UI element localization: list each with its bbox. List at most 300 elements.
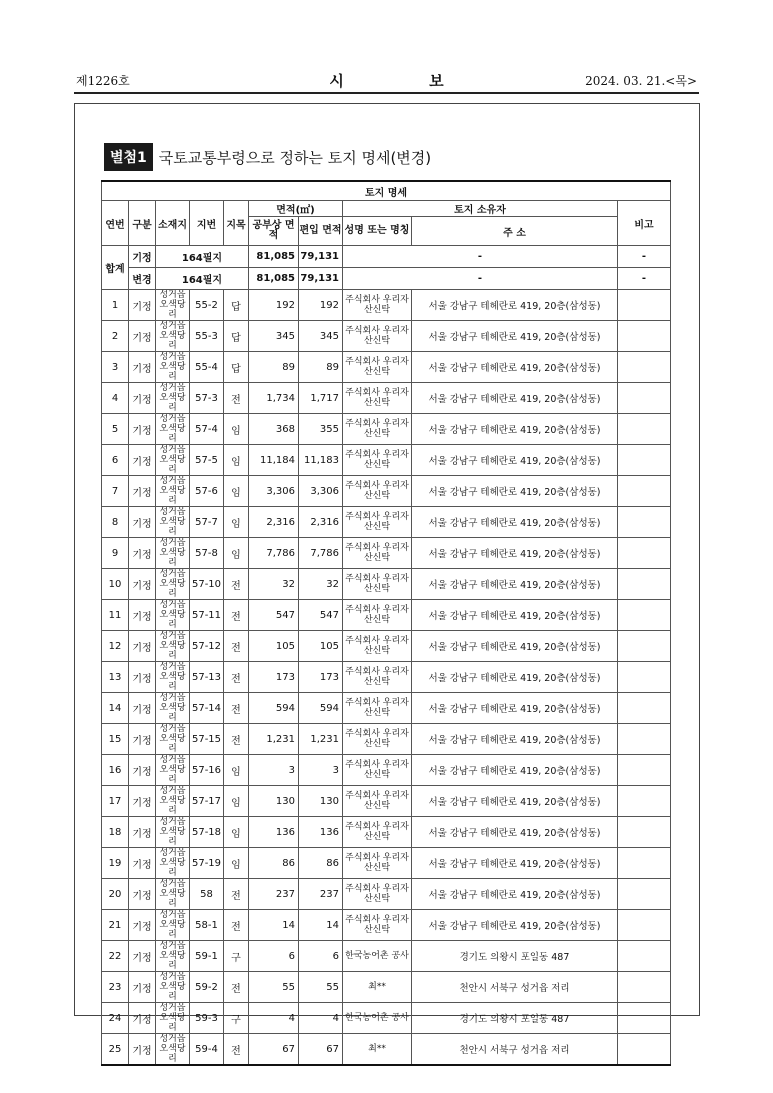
cell-note xyxy=(618,631,671,662)
cell-area-included: 6 xyxy=(299,941,343,972)
cell-type: 기정 xyxy=(129,879,156,910)
cell-owner-address: 서울 강남구 테헤란로 419, 20층(삼성동) xyxy=(412,910,618,941)
cell-owner-name: 주식회사 우리자산신탁 xyxy=(343,600,412,631)
cell-no: 20 xyxy=(102,879,129,910)
table-row xyxy=(102,1034,671,1066)
cell-no: 8 xyxy=(102,507,129,538)
summary-label: 합계 xyxy=(102,246,129,290)
table-row xyxy=(102,662,671,693)
cell-category: 전 xyxy=(224,693,249,724)
cell-note xyxy=(618,600,671,631)
cell-area-public: 368 xyxy=(249,414,299,445)
cell-category: 답 xyxy=(224,352,249,383)
cell-type: 기정 xyxy=(129,724,156,755)
header-divider xyxy=(74,92,699,94)
cell-area-included: 32 xyxy=(299,569,343,600)
cell-type: 기정 xyxy=(129,848,156,879)
summary-owner: - xyxy=(343,268,618,290)
cell-area-public: 3 xyxy=(249,755,299,786)
cell-owner-address: 서울 강남구 테헤란로 419, 20층(삼성동) xyxy=(412,414,618,445)
cell-location: 성거읍 오색당리 xyxy=(156,786,190,817)
cell-location: 성거읍 오색당리 xyxy=(156,848,190,879)
cell-type: 기정 xyxy=(129,662,156,693)
land-table xyxy=(101,180,671,1066)
cell-category: 임 xyxy=(224,538,249,569)
issue-number: 제1226호 xyxy=(76,74,130,88)
cell-no: 1 xyxy=(102,290,129,321)
cell-area-public: 345 xyxy=(249,321,299,352)
cell-no: 7 xyxy=(102,476,129,507)
cell-type: 기정 xyxy=(129,817,156,848)
cell-area-included: 105 xyxy=(299,631,343,662)
cell-location: 성거읍 오색당리 xyxy=(156,414,190,445)
cell-location: 성거읍 오색당리 xyxy=(156,352,190,383)
cell-type: 기정 xyxy=(129,910,156,941)
cell-owner-name: 주식회사 우리자산신탁 xyxy=(343,817,412,848)
cell-area-included: 1,231 xyxy=(299,724,343,755)
summary-type: 기정 xyxy=(129,246,156,268)
cell-owner-address: 서울 강남구 테헤란로 419, 20층(삼성동) xyxy=(412,693,618,724)
cell-owner-name: 주식회사 우리자산신탁 xyxy=(343,662,412,693)
cell-lot: 57-15 xyxy=(190,724,224,755)
cell-category: 임 xyxy=(224,507,249,538)
cell-note xyxy=(618,1003,671,1034)
cell-lot: 57-4 xyxy=(190,414,224,445)
cell-lot: 58-1 xyxy=(190,910,224,941)
cell-owner-address: 서울 강남구 테헤란로 419, 20층(삼성동) xyxy=(412,724,618,755)
cell-owner-name: 주식회사 우리자산신탁 xyxy=(343,290,412,321)
cell-lot: 57-5 xyxy=(190,445,224,476)
header-area-public: 공부상 면적 xyxy=(249,217,299,246)
table-row xyxy=(102,414,671,445)
cell-category: 임 xyxy=(224,817,249,848)
summary-row xyxy=(102,246,671,268)
cell-no: 10 xyxy=(102,569,129,600)
table-row xyxy=(102,538,671,569)
table-row xyxy=(102,848,671,879)
cell-no: 22 xyxy=(102,941,129,972)
cell-note xyxy=(618,445,671,476)
summary-included: 79,131 xyxy=(299,246,343,268)
document-title-text: 국토교통부령으로 정하는 토지 명세(변경) xyxy=(158,148,432,167)
cell-lot: 57-6 xyxy=(190,476,224,507)
cell-owner-name: 주식회사 우리자산신탁 xyxy=(343,569,412,600)
table-row xyxy=(102,817,671,848)
cell-lot: 59-2 xyxy=(190,972,224,1003)
cell-category: 전 xyxy=(224,662,249,693)
cell-category: 전 xyxy=(224,972,249,1003)
cell-location: 성거읍 오색당리 xyxy=(156,817,190,848)
table-row xyxy=(102,383,671,414)
cell-type: 기정 xyxy=(129,941,156,972)
cell-note xyxy=(618,879,671,910)
cell-note xyxy=(618,817,671,848)
summary-lots: 164필지 xyxy=(156,246,249,268)
cell-location: 성거읍 오색당리 xyxy=(156,1034,190,1066)
cell-type: 기정 xyxy=(129,600,156,631)
cell-category: 임 xyxy=(224,414,249,445)
cell-area-included: 4 xyxy=(299,1003,343,1034)
cell-category: 구 xyxy=(224,941,249,972)
cell-area-included: 55 xyxy=(299,972,343,1003)
header-area: 면적(㎡) xyxy=(249,201,343,217)
cell-location: 성거읍 오색당리 xyxy=(156,879,190,910)
cell-location: 성거읍 오색당리 xyxy=(156,569,190,600)
cell-no: 12 xyxy=(102,631,129,662)
cell-type: 기정 xyxy=(129,414,156,445)
header-type: 구분 xyxy=(129,201,156,246)
cell-owner-name: 주식회사 우리자산신탁 xyxy=(343,383,412,414)
cell-location: 성거읍 오색당리 xyxy=(156,724,190,755)
cell-lot: 57-12 xyxy=(190,631,224,662)
cell-type: 기정 xyxy=(129,693,156,724)
cell-owner-name: 주식회사 우리자산신탁 xyxy=(343,724,412,755)
cell-area-public: 237 xyxy=(249,879,299,910)
cell-area-public: 4 xyxy=(249,1003,299,1034)
table-row xyxy=(102,1003,671,1034)
cell-area-public: 14 xyxy=(249,910,299,941)
cell-lot: 57-3 xyxy=(190,383,224,414)
cell-lot: 59-3 xyxy=(190,1003,224,1034)
cell-note xyxy=(618,941,671,972)
summary-public: 81,085 xyxy=(249,246,299,268)
cell-lot: 57-14 xyxy=(190,693,224,724)
table-row xyxy=(102,879,671,910)
cell-lot: 57-19 xyxy=(190,848,224,879)
summary-type: 변경 xyxy=(129,268,156,290)
cell-owner-name: 주식회사 우리자산신탁 xyxy=(343,755,412,786)
cell-area-included: 2,316 xyxy=(299,507,343,538)
cell-note xyxy=(618,538,671,569)
cell-note xyxy=(618,352,671,383)
cell-owner-name: 최** xyxy=(343,1034,412,1066)
table-row xyxy=(102,321,671,352)
table-row xyxy=(102,941,671,972)
cell-note xyxy=(618,569,671,600)
cell-category: 전 xyxy=(224,600,249,631)
cell-category: 구 xyxy=(224,1003,249,1034)
cell-type: 기정 xyxy=(129,352,156,383)
cell-lot: 57-11 xyxy=(190,600,224,631)
cell-type: 기정 xyxy=(129,321,156,352)
cell-no: 21 xyxy=(102,910,129,941)
header-owner-address: 주 소 xyxy=(412,217,618,246)
cell-type: 기정 xyxy=(129,972,156,1003)
cell-owner-address: 서울 강남구 테헤란로 419, 20층(삼성동) xyxy=(412,383,618,414)
table-row xyxy=(102,910,671,941)
cell-owner-address: 서울 강남구 테헤란로 419, 20층(삼성동) xyxy=(412,755,618,786)
cell-no: 9 xyxy=(102,538,129,569)
cell-no: 14 xyxy=(102,693,129,724)
cell-area-public: 136 xyxy=(249,817,299,848)
cell-note xyxy=(618,507,671,538)
cell-area-public: 173 xyxy=(249,662,299,693)
cell-category: 전 xyxy=(224,879,249,910)
cell-note xyxy=(618,724,671,755)
cell-location: 성거읍 오색당리 xyxy=(156,631,190,662)
cell-category: 전 xyxy=(224,383,249,414)
cell-owner-name: 주식회사 우리자산신탁 xyxy=(343,786,412,817)
cell-area-included: 237 xyxy=(299,879,343,910)
cell-owner-address: 서울 강남구 테헤란로 419, 20층(삼성동) xyxy=(412,569,618,600)
cell-note xyxy=(618,290,671,321)
cell-note xyxy=(618,910,671,941)
cell-lot: 55-2 xyxy=(190,290,224,321)
cell-note xyxy=(618,848,671,879)
cell-no: 15 xyxy=(102,724,129,755)
cell-area-included: 594 xyxy=(299,693,343,724)
cell-owner-address: 경기도 의왕시 포일동 487 xyxy=(412,1003,618,1034)
table-row xyxy=(102,290,671,321)
cell-location: 성거읍 오색당리 xyxy=(156,507,190,538)
cell-no: 6 xyxy=(102,445,129,476)
cell-type: 기정 xyxy=(129,569,156,600)
cell-area-included: 3,306 xyxy=(299,476,343,507)
cell-owner-address: 서울 강남구 테헤란로 419, 20층(삼성동) xyxy=(412,662,618,693)
cell-note xyxy=(618,414,671,445)
header-land-spec: 토지 명세 xyxy=(102,181,671,201)
cell-no: 25 xyxy=(102,1034,129,1066)
cell-owner-address: 서울 강남구 테헤란로 419, 20층(삼성동) xyxy=(412,538,618,569)
cell-owner-address: 천안시 서북구 성거읍 저리 xyxy=(412,1034,618,1066)
cell-owner-address: 서울 강남구 테헤란로 419, 20층(삼성동) xyxy=(412,352,618,383)
table-row xyxy=(102,786,671,817)
header-no: 연번 xyxy=(102,201,129,246)
cell-area-public: 594 xyxy=(249,693,299,724)
cell-note xyxy=(618,786,671,817)
cell-area-public: 32 xyxy=(249,569,299,600)
header-category: 지목 xyxy=(224,201,249,246)
cell-owner-address: 천안시 서북구 성거읍 저리 xyxy=(412,972,618,1003)
cell-category: 답 xyxy=(224,290,249,321)
cell-area-public: 7,786 xyxy=(249,538,299,569)
cell-area-public: 55 xyxy=(249,972,299,1003)
cell-category: 임 xyxy=(224,786,249,817)
cell-lot: 58 xyxy=(190,879,224,910)
cell-area-included: 547 xyxy=(299,600,343,631)
issue-date: 2024. 03. 21.<목> xyxy=(585,74,697,88)
cell-no: 23 xyxy=(102,972,129,1003)
table-body xyxy=(102,290,671,1066)
cell-area-included: 192 xyxy=(299,290,343,321)
cell-area-public: 2,316 xyxy=(249,507,299,538)
table-row xyxy=(102,476,671,507)
cell-area-included: 355 xyxy=(299,414,343,445)
cell-lot: 57-13 xyxy=(190,662,224,693)
cell-area-public: 1,734 xyxy=(249,383,299,414)
table-row xyxy=(102,600,671,631)
cell-owner-name: 주식회사 우리자산신탁 xyxy=(343,414,412,445)
cell-area-public: 11,184 xyxy=(249,445,299,476)
cell-owner-name: 한국농어촌 공사 xyxy=(343,941,412,972)
cell-area-included: 130 xyxy=(299,786,343,817)
cell-location: 성거읍 오색당리 xyxy=(156,972,190,1003)
cell-owner-address: 서울 강남구 테헤란로 419, 20층(삼성동) xyxy=(412,817,618,848)
cell-area-public: 3,306 xyxy=(249,476,299,507)
cell-note xyxy=(618,476,671,507)
cell-area-public: 192 xyxy=(249,290,299,321)
cell-owner-address: 서울 강남구 테헤란로 419, 20층(삼성동) xyxy=(412,507,618,538)
header-note: 비고 xyxy=(618,201,671,246)
cell-area-included: 3 xyxy=(299,755,343,786)
summary-row xyxy=(102,268,671,290)
cell-no: 18 xyxy=(102,817,129,848)
cell-note xyxy=(618,972,671,1003)
cell-owner-address: 서울 강남구 테헤란로 419, 20층(삼성동) xyxy=(412,476,618,507)
table-row xyxy=(102,755,671,786)
cell-owner-name: 최** xyxy=(343,972,412,1003)
cell-type: 기정 xyxy=(129,507,156,538)
cell-no: 13 xyxy=(102,662,129,693)
summary-lots: 164필지 xyxy=(156,268,249,290)
cell-category: 임 xyxy=(224,755,249,786)
cell-type: 기정 xyxy=(129,383,156,414)
cell-area-public: 1,231 xyxy=(249,724,299,755)
cell-owner-address: 경기도 의왕시 포일동 487 xyxy=(412,941,618,972)
cell-location: 성거읍 오색당리 xyxy=(156,755,190,786)
cell-lot: 55-4 xyxy=(190,352,224,383)
header-lot: 지번 xyxy=(190,201,224,246)
cell-no: 19 xyxy=(102,848,129,879)
cell-lot: 57-18 xyxy=(190,817,224,848)
cell-area-public: 67 xyxy=(249,1034,299,1066)
page-title: 시 보 xyxy=(329,72,484,90)
table-row xyxy=(102,445,671,476)
cell-type: 기정 xyxy=(129,476,156,507)
cell-note xyxy=(618,693,671,724)
cell-lot: 59-4 xyxy=(190,1034,224,1066)
cell-no: 11 xyxy=(102,600,129,631)
cell-owner-name: 한국농어촌 공사 xyxy=(343,1003,412,1034)
cell-area-included: 14 xyxy=(299,910,343,941)
summary-owner: - xyxy=(343,246,618,268)
cell-note xyxy=(618,1034,671,1066)
cell-owner-address: 서울 강남구 테헤란로 419, 20층(삼성동) xyxy=(412,879,618,910)
cell-owner-address: 서울 강남구 테헤란로 419, 20층(삼성동) xyxy=(412,290,618,321)
cell-location: 성거읍 오색당리 xyxy=(156,693,190,724)
attachment-badge: 별첨1 xyxy=(104,143,153,171)
cell-owner-name: 주식회사 우리자산신탁 xyxy=(343,631,412,662)
cell-area-included: 136 xyxy=(299,817,343,848)
table-row xyxy=(102,569,671,600)
cell-note xyxy=(618,755,671,786)
cell-location: 성거읍 오색당리 xyxy=(156,941,190,972)
cell-type: 기정 xyxy=(129,538,156,569)
table-row xyxy=(102,352,671,383)
cell-no: 5 xyxy=(102,414,129,445)
table-row xyxy=(102,693,671,724)
header-owner: 토지 소유자 xyxy=(343,201,618,217)
cell-area-included: 7,786 xyxy=(299,538,343,569)
cell-no: 4 xyxy=(102,383,129,414)
table-row xyxy=(102,724,671,755)
cell-no: 3 xyxy=(102,352,129,383)
summary-note: - xyxy=(618,268,671,290)
table-row xyxy=(102,972,671,1003)
cell-location: 성거읍 오색당리 xyxy=(156,910,190,941)
cell-location: 성거읍 오색당리 xyxy=(156,383,190,414)
cell-owner-name: 주식회사 우리자산신탁 xyxy=(343,693,412,724)
document-title xyxy=(104,143,431,171)
cell-owner-address: 서울 강남구 테헤란로 419, 20층(삼성동) xyxy=(412,786,618,817)
cell-owner-name: 주식회사 우리자산신탁 xyxy=(343,848,412,879)
cell-category: 답 xyxy=(224,321,249,352)
cell-lot: 57-16 xyxy=(190,755,224,786)
cell-owner-name: 주식회사 우리자산신탁 xyxy=(343,321,412,352)
cell-lot: 55-3 xyxy=(190,321,224,352)
cell-owner-name: 주식회사 우리자산신탁 xyxy=(343,538,412,569)
cell-note xyxy=(618,662,671,693)
cell-owner-address: 서울 강남구 테헤란로 419, 20층(삼성동) xyxy=(412,848,618,879)
cell-owner-name: 주식회사 우리자산신탁 xyxy=(343,476,412,507)
cell-owner-address: 서울 강남구 테헤란로 419, 20층(삼성동) xyxy=(412,321,618,352)
cell-type: 기정 xyxy=(129,1034,156,1066)
cell-lot: 57-7 xyxy=(190,507,224,538)
cell-location: 성거읍 오색당리 xyxy=(156,476,190,507)
cell-type: 기정 xyxy=(129,1003,156,1034)
summary-public: 81,085 xyxy=(249,268,299,290)
cell-category: 임 xyxy=(224,848,249,879)
table-row xyxy=(102,507,671,538)
cell-owner-address: 서울 강남구 테헤란로 419, 20층(삼성동) xyxy=(412,600,618,631)
cell-category: 전 xyxy=(224,724,249,755)
cell-area-included: 86 xyxy=(299,848,343,879)
header-owner-name: 성명 또는 명칭 xyxy=(343,217,412,246)
cell-type: 기정 xyxy=(129,786,156,817)
cell-type: 기정 xyxy=(129,445,156,476)
cell-area-included: 173 xyxy=(299,662,343,693)
cell-no: 17 xyxy=(102,786,129,817)
cell-category: 전 xyxy=(224,569,249,600)
cell-owner-name: 주식회사 우리자산신탁 xyxy=(343,879,412,910)
cell-location: 성거읍 오색당리 xyxy=(156,445,190,476)
cell-area-public: 86 xyxy=(249,848,299,879)
cell-category: 전 xyxy=(224,631,249,662)
summary-note: - xyxy=(618,246,671,268)
cell-area-included: 89 xyxy=(299,352,343,383)
cell-area-included: 345 xyxy=(299,321,343,352)
summary-included: 79,131 xyxy=(299,268,343,290)
cell-location: 성거읍 오색당리 xyxy=(156,662,190,693)
cell-area-public: 105 xyxy=(249,631,299,662)
cell-lot: 59-1 xyxy=(190,941,224,972)
cell-no: 16 xyxy=(102,755,129,786)
cell-location: 성거읍 오색당리 xyxy=(156,321,190,352)
cell-area-public: 547 xyxy=(249,600,299,631)
cell-type: 기정 xyxy=(129,290,156,321)
cell-owner-name: 주식회사 우리자산신탁 xyxy=(343,352,412,383)
header-area-included: 편입 면적 xyxy=(299,217,343,246)
cell-area-public: 6 xyxy=(249,941,299,972)
cell-area-included: 67 xyxy=(299,1034,343,1066)
header-location: 소재지 xyxy=(156,201,190,246)
cell-area-included: 11,183 xyxy=(299,445,343,476)
cell-category: 전 xyxy=(224,1034,249,1066)
cell-owner-name: 주식회사 우리자산신탁 xyxy=(343,445,412,476)
cell-category: 임 xyxy=(224,445,249,476)
cell-location: 성거읍 오색당리 xyxy=(156,290,190,321)
cell-category: 임 xyxy=(224,476,249,507)
cell-type: 기정 xyxy=(129,755,156,786)
cell-area-included: 1,717 xyxy=(299,383,343,414)
cell-lot: 57-8 xyxy=(190,538,224,569)
table-row xyxy=(102,631,671,662)
cell-category: 전 xyxy=(224,910,249,941)
cell-location: 성거읍 오색당리 xyxy=(156,600,190,631)
cell-owner-address: 서울 강남구 테헤란로 419, 20층(삼성동) xyxy=(412,631,618,662)
cell-location: 성거읍 오색당리 xyxy=(156,1003,190,1034)
cell-no: 2 xyxy=(102,321,129,352)
